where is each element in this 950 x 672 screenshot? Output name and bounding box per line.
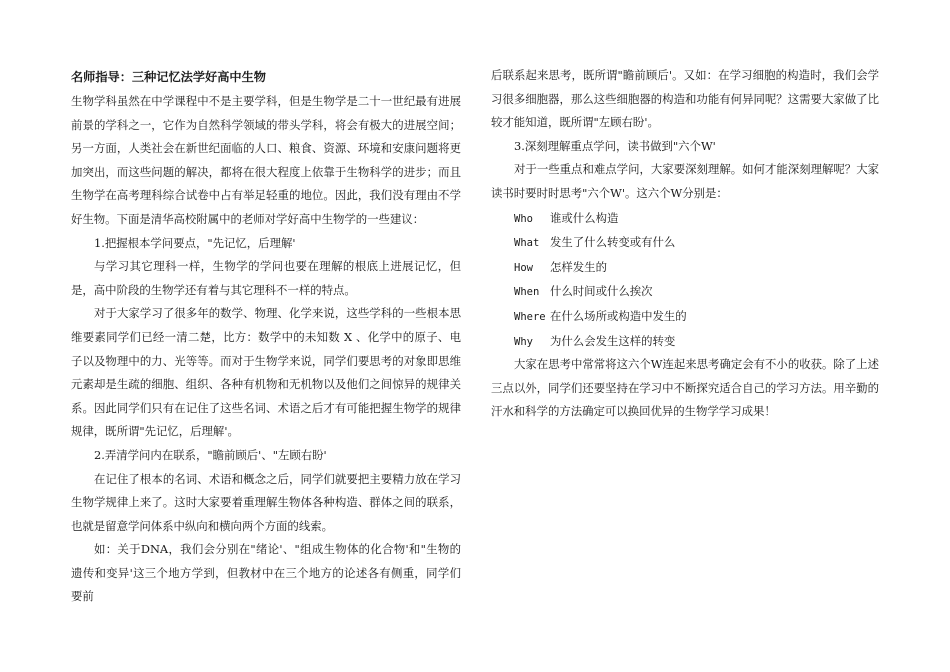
six-w-key: What <box>514 237 540 250</box>
six-w-key: How <box>514 261 533 274</box>
six-w-item <box>491 304 879 329</box>
right-paragraph: 后联系起来思考，既所谓"瞻前顾后'。又如：在学习细胞的构造时，我们会学习很多细胞器，那么这些细胞器的构造和功能有何异同呢？这需要大家做了比较才能知道，既所谓"左顾右盼'。 <box>491 68 879 130</box>
right-paragraph: 对于一些重点和难点学问，大家要深刻理解。如何才能深刻理解呢？大家读书时要时时思考"六个W'。这六个W分别是： <box>491 162 879 200</box>
left-paragraph: 如：关于DNA，我们会分别在"绪论'、"组成生物体的化合物'和"生物的遗传和变异'这三个地方学到，但教材中在三个地方的论述各有侧重，同学们要前 <box>71 542 461 604</box>
six-w-key: Why <box>514 335 533 348</box>
left-paragraph: 生物学科虽然在中学课程中不是主要学科，但是生物学是二十一世纪最有进展前景的学科之一，它作为自然科学领域的带头学科，将会有极大的进展空间；另一方面，人类社会在新世纪面临的人口、粮食、资源、环境和安康问题将更加突出，而这些问题的解决，都将在很大程度上依靠于生物科学的进步；而且生物学在高考理科综合试卷中占有举足轻重的地位。因此，我们没有理由不学好生物。下面是清华高校附属中的老师对学好高中生物学的一些建议： <box>71 94 461 226</box>
left-paragraph: 对于大家学习了很多年的数学、物理、化学来说，这些学科的一些根本思维要素同学们已经一清二楚，比方：数学中的未知数 X 、化学中的原子、电子以及物理中的力、光等等。而对于生物学来说，同学们要思考的对象即思维元素却是生疏的细胞、组织、各种有机物和无机物以及他们之间惊异的规律关系。因此同学们只有在记住了这些名词、术语之后才有可能把握生物学的规律规律，既所谓"先记忆，后理解'。 <box>71 306 461 439</box>
six-w-key: Where <box>514 310 546 323</box>
left-paragraph: 在记住了根本的名词、术语和概念之后，同学们就要把主要精力放在学习生物学规律上来了。这时大家要着重理解生物体各种构造、群体之间的联系，也就是留意学问体系中纵向和横向两个方面的线索。 <box>71 471 461 533</box>
six-w-key: Who <box>514 212 533 225</box>
six-w-list <box>491 206 879 354</box>
left-column-body <box>71 90 461 609</box>
six-w-item <box>491 206 879 231</box>
six-w-desc: 怎样发生的 <box>550 259 607 274</box>
left-paragraph: 与学习其它理科一样，生物学的学问也要在理解的根底上进展记忆，但是，高中阶段的生物学还有着与其它理科不一样的特点。 <box>71 259 461 297</box>
six-w-item <box>491 279 879 304</box>
left-paragraph: 2.弄清学问内在联系，"瞻前顾后'、"左顾右盼' <box>94 447 327 462</box>
six-w-desc: 为什么会发生这样的转变 <box>550 333 676 348</box>
right-column <box>491 64 879 424</box>
six-w-key: When <box>514 286 540 299</box>
six-w-desc: 发生了什么转变或有什么 <box>550 235 676 250</box>
six-w-item <box>491 255 879 280</box>
six-w-desc: 什么时间或什么挨次 <box>550 284 653 299</box>
right-paragraph: 大家在思考中常常将这六个W连起来思考确定会有不小的收获。除了上述三点以外，同学们还要坚持在学习中不断探究适合自己的学习方法。用辛勤的汗水和科学的方法确定可以换回优异的生物学学习成果！ <box>491 357 879 419</box>
right-paragraph: 3.深刻理解重点学问，读书做到"六个W' <box>514 138 716 153</box>
article-title: 名师指导：三种记忆法学好高中生物 <box>71 70 266 84</box>
right-column-top <box>491 64 879 206</box>
six-w-desc: 谁或什么构造 <box>550 210 619 225</box>
left-paragraph: 1.把握根本学问要点，"先记忆，后理解' <box>94 235 296 250</box>
six-w-desc: 在什么场所或构造中发生的 <box>550 308 687 323</box>
six-w-item <box>491 329 879 354</box>
left-column <box>71 66 461 609</box>
six-w-item <box>491 230 879 255</box>
right-column-bottom <box>491 353 879 424</box>
